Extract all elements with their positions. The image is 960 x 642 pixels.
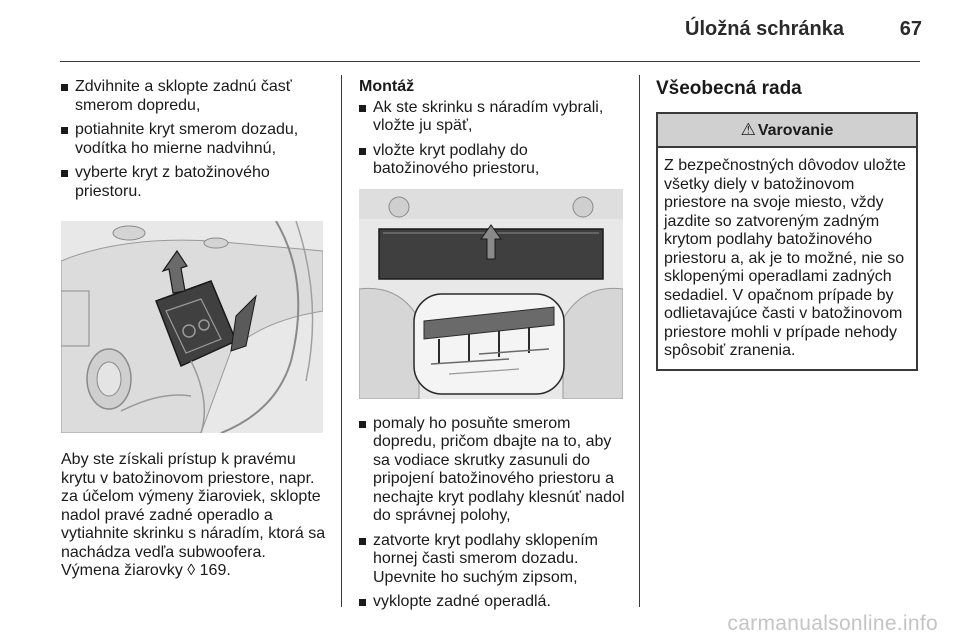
list-item: pomaly ho posuňte smerom dopredu, pričom dbajte na to, aby sa vodiace skrutky zasunuli do pripojení batožinového priestoru a nechajte kryt podlahy klesnúť nadol do správnej polohy,: [359, 415, 627, 526]
page-header-title: Úložná schránka: [685, 18, 844, 40]
list-item: vložte kryt podlahy do batožinového priestoru,: [359, 142, 627, 179]
installation-steps-bottom: [359, 415, 627, 612]
page-number: 67: [899, 18, 922, 40]
column-3: [656, 78, 922, 371]
warning-header: [658, 114, 916, 148]
installation-steps-top: [359, 99, 627, 179]
header-divider: [60, 61, 920, 62]
removal-steps-list: [61, 78, 329, 201]
list-item: Ak ste skrinku s náradím vybrali, vložte ju späť,: [359, 99, 627, 136]
column-2: [359, 78, 627, 618]
warning-box: [656, 112, 918, 371]
list-item: zatvorte kryt podlahy sklopením hornej časti smerom dozadu. Upevnite ho suchým zipsom,: [359, 532, 627, 588]
list-item: vyklopte zadné operadlá.: [359, 593, 627, 612]
floor-cover-illustration: [359, 189, 623, 399]
list-item: vyberte kryt z batožinového priestoru.: [61, 164, 329, 201]
column-divider-1: [341, 75, 342, 607]
illustration-floor-cover-installation: [359, 189, 623, 399]
section-heading-installation: Montáž: [359, 78, 415, 95]
warning-text: Z bezpečnostných dôvodov uložte všetky diely v batožinovom priestore na svoje miesto, vždy jazdite so zatvoreným zadným krytom podlahy batožinového priestoru a, ak je to možné, nie so sklopenými operadlami zadných sedadiel. V opačnom prípade by odlietavajúce časti v batožinovom priestore mohli v prípade nehody spôsobiť zranenia.: [664, 157, 906, 359]
section-heading-general-advice: Všeobecná rada: [656, 78, 802, 99]
bulb-replacement-reference[interactable]: [61, 562, 231, 579]
reference-page: 169.: [199, 562, 231, 579]
list-item: Zdvihnite a sklopte zadnú časť smerom dopredu,: [61, 78, 329, 115]
access-paragraph: [61, 451, 329, 581]
illustration-toolbox-removal: [61, 221, 323, 433]
column-1: [61, 78, 329, 581]
reference-text: Výmena žiarovky: [61, 562, 183, 579]
toolbox-illustration: [61, 221, 323, 433]
page-reference-icon: ◊: [187, 562, 196, 579]
watermark: carmanualsonline.info: [727, 612, 938, 635]
access-paragraph-text: Aby ste získali prístup k pravému krytu v batožinovom priestore, napr. za účelom výmeny žiaroviek, sklopte nadol pravé zadné operadlo a vytiahnite skrinku s náradím, ktorá sa nachádza vedľa subwoofera.: [61, 451, 326, 561]
column-divider-2: [639, 75, 640, 607]
warning-triangle-icon: ⚠: [740, 120, 756, 139]
list-item: potiahnite kryt smerom dozadu, vodítka ho mierne nadvihnú,: [61, 121, 329, 158]
warning-title: Varovanie: [757, 122, 834, 139]
